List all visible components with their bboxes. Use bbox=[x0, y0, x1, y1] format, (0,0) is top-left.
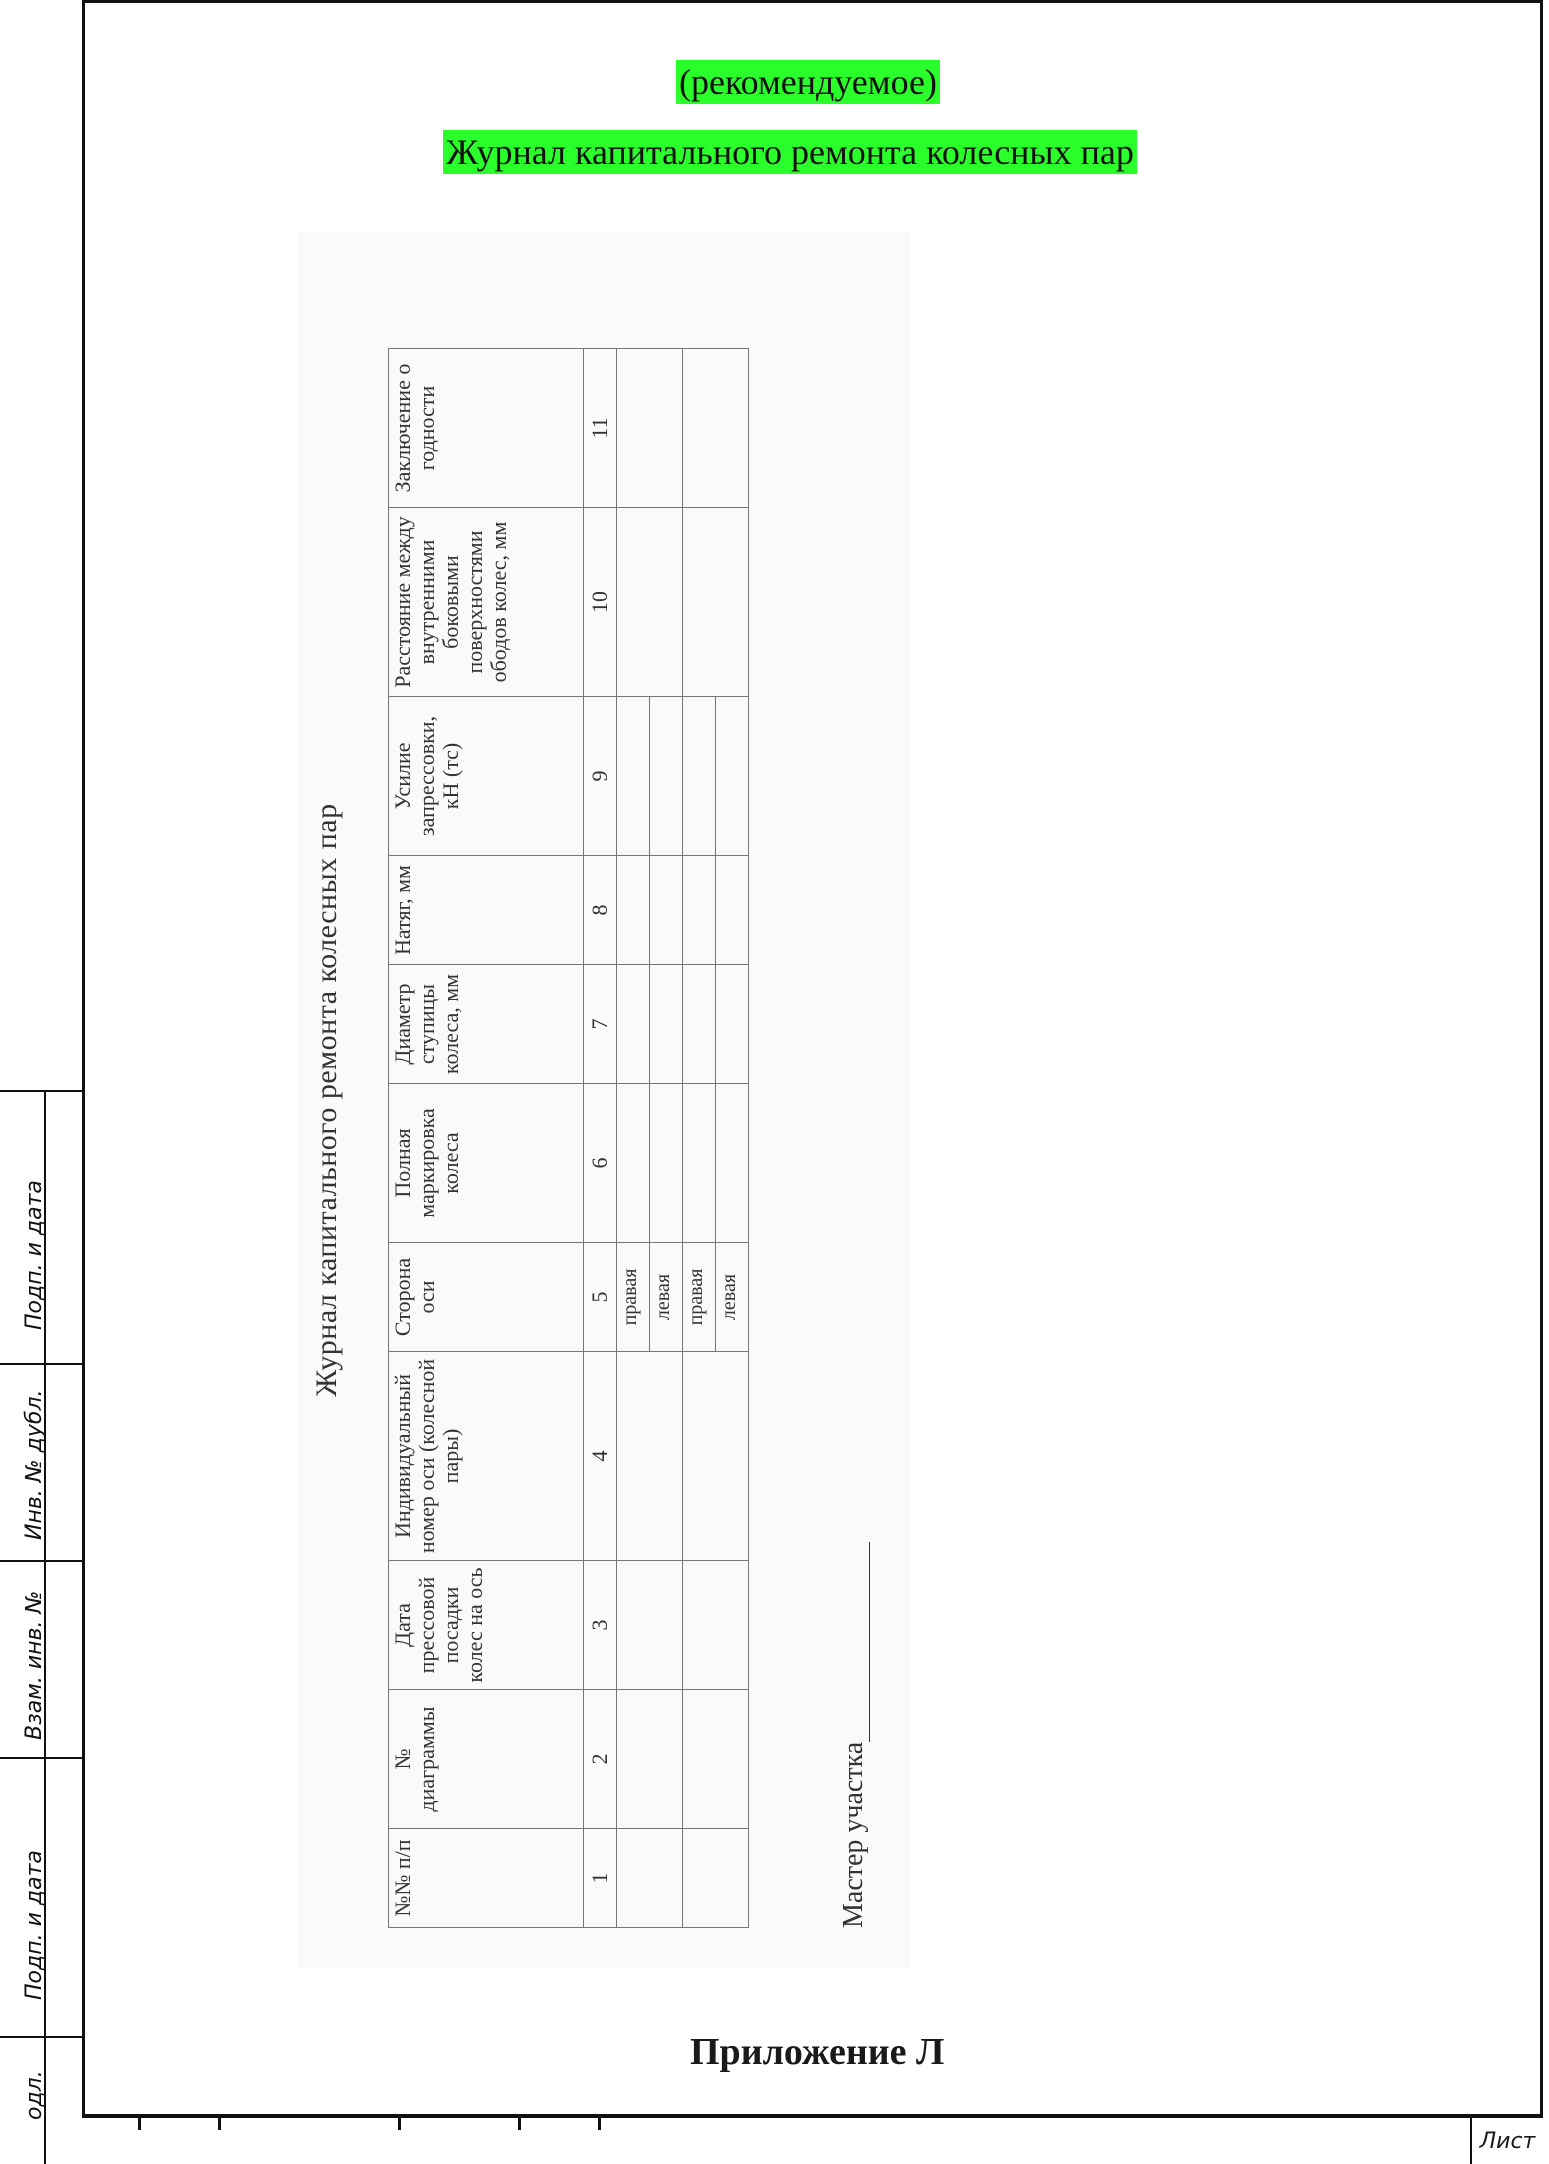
col-header: №№ п/п bbox=[389, 1829, 584, 1928]
title-block-tick bbox=[398, 2118, 401, 2130]
recommended-label: (рекомендуемое) bbox=[676, 60, 940, 104]
col-header: № диаграммы bbox=[389, 1690, 584, 1829]
col-number: 8 bbox=[584, 856, 617, 965]
master-label: Мастер участка bbox=[838, 1741, 869, 1928]
title-block-tick bbox=[218, 2118, 221, 2130]
col-header: Полная маркировка колеса bbox=[389, 1084, 584, 1243]
col-header: Диаметр ступицы колеса, мм bbox=[389, 965, 584, 1084]
col-number: 7 bbox=[584, 965, 617, 1084]
journal-heading: Журнал капитального ремонта колесных пар bbox=[443, 130, 1137, 174]
col-header: Заключение о годности bbox=[389, 349, 584, 508]
col-number: 2 bbox=[584, 1690, 617, 1829]
col-header: Усилие запрессовки, кН (тс) bbox=[389, 697, 584, 856]
axle-side-cell: левая bbox=[650, 1243, 683, 1352]
col-header: Индивидуальный номер оси (колесной пары) bbox=[389, 1352, 584, 1561]
scan-title: Журнал капитального ремонта колесных пар bbox=[310, 803, 343, 1397]
stamp-divider bbox=[0, 1363, 82, 1365]
col-number: 1 bbox=[584, 1829, 617, 1928]
sheet-label-box bbox=[1470, 2118, 1543, 2164]
title-block-tick bbox=[598, 2118, 601, 2130]
stamp-label: Подп. и дата bbox=[22, 1180, 47, 1330]
col-number: 6 bbox=[584, 1084, 617, 1243]
stamp-divider bbox=[0, 2036, 82, 2038]
appendix-title: Приложение Л bbox=[690, 2031, 945, 2073]
col-number: 5 bbox=[584, 1243, 617, 1352]
journal-table bbox=[388, 348, 749, 1928]
stamp-label: одл. bbox=[22, 2070, 47, 2120]
master-signature bbox=[838, 1542, 870, 1928]
col-number: 3 bbox=[584, 1561, 617, 1690]
title-block-tick bbox=[138, 2118, 141, 2130]
col-header: Натяг, мм bbox=[389, 856, 584, 965]
stamp-label: Подп. и дата bbox=[22, 1850, 47, 2000]
scanned-journal-page bbox=[298, 232, 910, 1968]
stamp-divider bbox=[0, 1560, 82, 1562]
table-row bbox=[617, 349, 650, 1928]
stamp-label: Инв. № дубл. bbox=[22, 1389, 47, 1540]
title-block-tick bbox=[518, 2118, 521, 2130]
col-header: Дата прессовой посадки колес на ось bbox=[389, 1561, 584, 1690]
col-number: 10 bbox=[584, 508, 617, 697]
axle-side-cell: правая bbox=[683, 1243, 716, 1352]
col-number: 11 bbox=[584, 349, 617, 508]
axle-side-cell: левая bbox=[716, 1243, 749, 1352]
col-number: 4 bbox=[584, 1352, 617, 1561]
number-row bbox=[584, 349, 617, 1928]
stamp-divider bbox=[0, 1757, 82, 1759]
sheet-label: Лист bbox=[1479, 2128, 1536, 2154]
stamp-label: Взам. инв. № bbox=[22, 1590, 47, 1740]
signature-line bbox=[845, 1542, 870, 1742]
axle-side-cell: правая bbox=[617, 1243, 650, 1352]
table-row bbox=[683, 349, 716, 1928]
col-header: Сторона оси bbox=[389, 1243, 584, 1352]
col-number: 9 bbox=[584, 697, 617, 856]
col-header: Расстояние между внутренними боковыми поверхностями ободов колес, мм bbox=[389, 508, 584, 697]
header-row bbox=[389, 349, 584, 1928]
